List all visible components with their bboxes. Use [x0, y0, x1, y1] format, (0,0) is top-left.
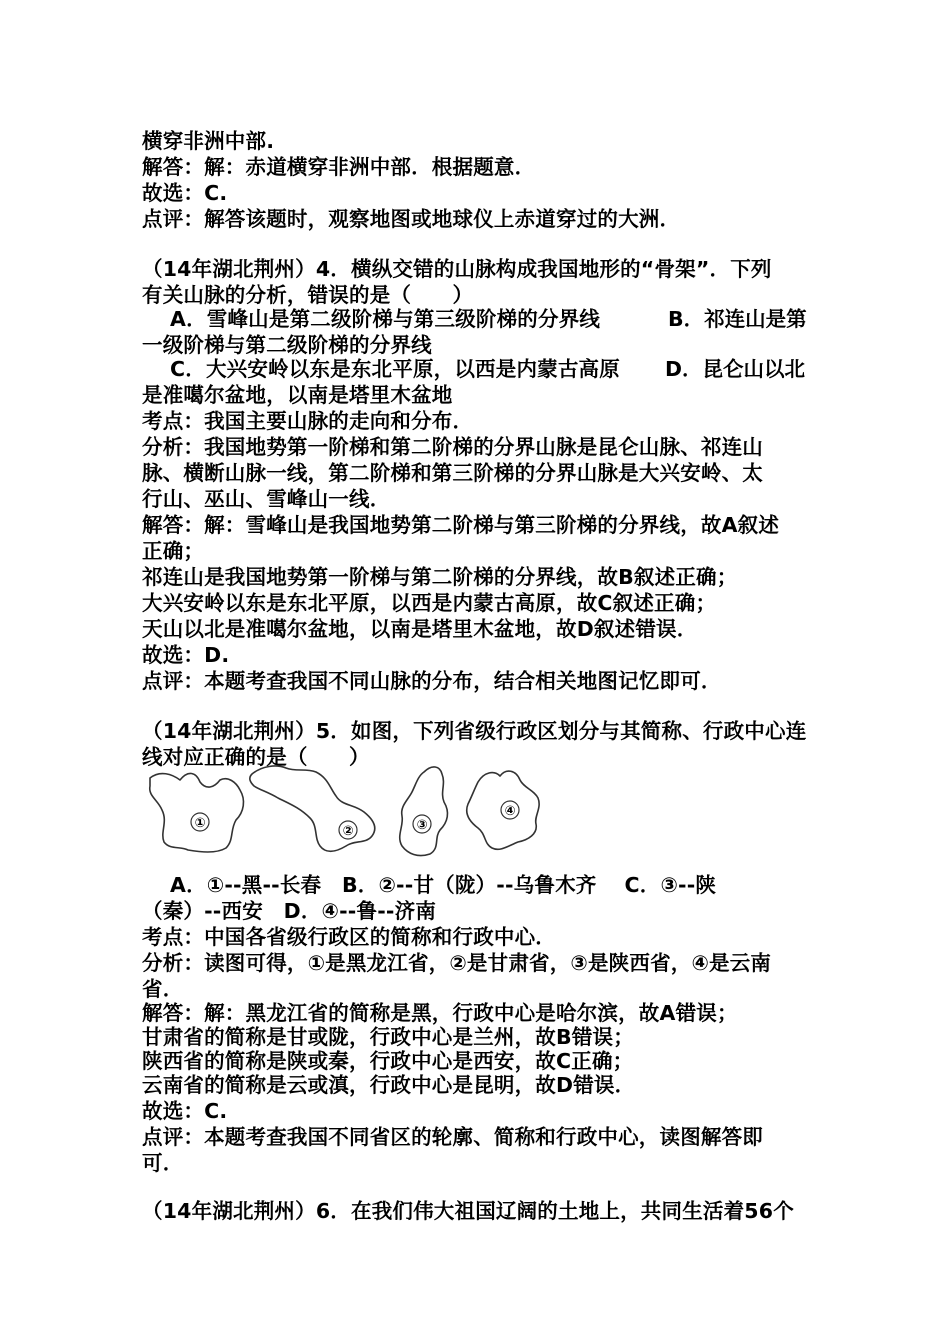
text-line: 行山、巫山、雪峰山一线． — [142, 487, 391, 511]
text-line: 正确； — [142, 539, 205, 563]
text-line: 点评：解答该题时，观察地图或地球仪上赤道穿过的大洲． — [142, 207, 681, 231]
option-c: C．大兴安岭以东是东北平原，以西是内蒙古高原 — [170, 357, 620, 381]
map-label-1: ① — [194, 816, 206, 831]
question-4-stem: （14年湖北荆州）4．横纵交错的山脉构成我国地形的“骨架”．下列 — [142, 257, 772, 281]
text-line: 故选：D. — [142, 643, 230, 667]
question-4-stem: 有关山脉的分析，错误的是（ ） — [142, 283, 474, 307]
question-5-stem: （14年湖北荆州）5．如图，下列省级行政区划分与其简称、行政中心连 — [142, 719, 807, 743]
option-d: D．昆仑山以北 — [665, 357, 806, 381]
question-5-stem: 线对应正确的是（ ） — [142, 745, 370, 769]
province-outline-1 — [150, 773, 244, 852]
option-b: B．祁连山是第 — [668, 307, 807, 331]
province-outline-4 — [467, 771, 539, 849]
text-line: 故选：C. — [142, 181, 228, 205]
province-outline-2 — [250, 766, 375, 851]
text-line: 省． — [142, 977, 184, 1001]
text-line: 解答：解：雪峰山是我国地势第二阶梯与第三阶梯的分界线，故A叙述 — [142, 513, 780, 537]
text-line: 解答：解：赤道横穿非洲中部．根据题意． — [142, 155, 536, 179]
text-line: 云南省的简称是云或滇，行政中心是昆明，故D错误． — [142, 1073, 636, 1097]
text-line: 可． — [142, 1151, 184, 1175]
option-b-cont: 一级阶梯与第二级阶梯的分界线 — [142, 333, 432, 357]
question-6-stem: （14年湖北荆州）6．在我们伟大祖国辽阔的土地上，共同生活着56个 — [142, 1199, 794, 1223]
map-label-3: ③ — [416, 818, 428, 833]
province-outline-figure — [140, 760, 580, 860]
option-a: A．雪峰山是第二级阶梯与第三级阶梯的分界线 — [170, 307, 601, 331]
option-d-cont: 是准噶尔盆地，以南是塔里木盆地 — [142, 383, 453, 407]
text-line: 甘肃省的简称是甘或陇，行政中心是兰州，故B错误； — [142, 1025, 634, 1049]
province-outline-3 — [400, 767, 448, 856]
map-label-2: ② — [342, 824, 354, 839]
text-line: 故选：C. — [142, 1099, 228, 1123]
text-line: 横穿非洲中部. — [142, 129, 275, 153]
text-line: 天山以北是准噶尔盆地，以南是塔里木盆地，故D叙述错误． — [142, 617, 698, 641]
text-line: 脉、横断山脉一线，第二阶梯和第三阶梯的分界山脉是大兴安岭、太 — [142, 461, 763, 485]
question-5-options-cont: （秦）--西安 D．④--鲁--济南 — [142, 899, 437, 923]
text-line: 考点：中国各省级行政区的简称和行政中心． — [142, 925, 556, 949]
text-line: 分析：我国地势第一阶梯和第二阶梯的分界山脉是昆仑山脉、祁连山 — [142, 435, 763, 459]
text-line: 解答：解：黑龙江省的简称是黑，行政中心是哈尔滨，故A错误； — [142, 1001, 738, 1025]
text-line: 点评：本题考查我国不同省区的轮廓、简称和行政中心，读图解答即 — [142, 1125, 763, 1149]
text-line: 大兴安岭以东是东北平原，以西是内蒙古高原，故C叙述正确； — [142, 591, 717, 615]
map-label-4: ④ — [504, 804, 516, 819]
text-line: 考点：我国主要山脉的走向和分布． — [142, 409, 474, 433]
text-line: 陕西省的简称是陕或秦，行政中心是西安，故C正确； — [142, 1049, 634, 1073]
question-5-options: A．①--黑--长春 B．②--甘（陇）--乌鲁木齐 C．③--陕 — [170, 873, 717, 897]
text-line: 分析：读图可得，①是黑龙江省，②是甘肃省，③是陕西省，④是云南 — [142, 951, 772, 975]
text-line: 点评：本题考查我国不同山脉的分布，结合相关地图记忆即可． — [142, 669, 722, 693]
text-line: 祁连山是我国地势第一阶梯与第二阶梯的分界线，故B叙述正确； — [142, 565, 738, 589]
